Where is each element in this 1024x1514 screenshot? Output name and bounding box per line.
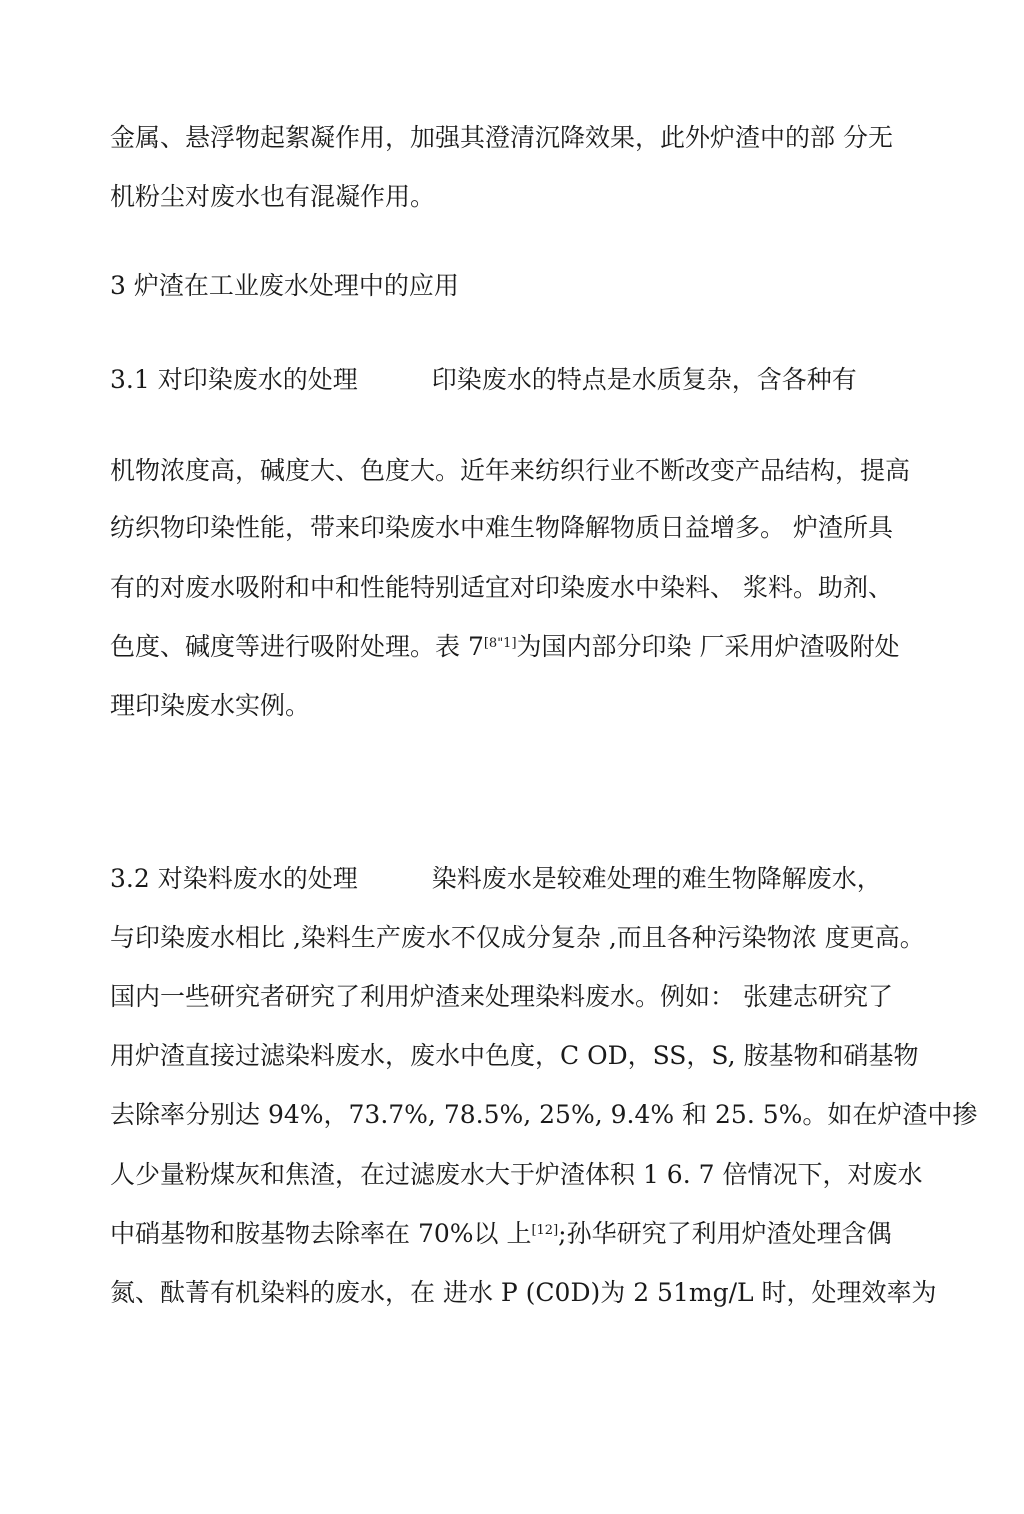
subsection-3-2-lead: 染料废水是较难处理的难生物降解废水， — [431, 864, 882, 893]
para-3-1-line-1: 机物浓度高，碱度大、色度大。近年来纺织行业不断改变产品结构，提高 — [110, 456, 911, 485]
para-3-2-line-4: 去除率分别达 94%，73.7%, 78.5%, 25%, 9.4% 和 25. 5%。如在炉渣中掺 — [110, 1100, 978, 1129]
subsection-3-1-line — [110, 364, 857, 396]
intro-line-2: 机粉尘对废水也有混凝作用。 — [110, 182, 436, 211]
para-3-2-line-1: 与印染废水相比 ,染料生产废水不仅成分复杂 ,而且各种污染物浓 度更高。 — [110, 923, 925, 952]
para-3-1-line-3: 有的对废水吸附和中和性能特别适宜对印染废水中染料、 浆料。助剂、 — [110, 573, 893, 602]
para-3-2-line-6-rest: ;孙华研究了利用炉渣处理含偶 — [558, 1219, 892, 1248]
para-3-1-line-4 — [110, 631, 899, 663]
para-3-1-line-5: 理印染废水实例。 — [110, 691, 311, 720]
para-3-2-line-6-text: 中硝基物和胺基物去除率在 70%以 上 — [110, 1219, 532, 1248]
para-3-1-line-4-rest: 为国内部分印染 厂采用炉渣吸附处 — [516, 632, 900, 661]
para-3-2-line-6 — [110, 1218, 892, 1250]
citation-ref-8-11: [8"1] — [483, 636, 517, 651]
citation-ref-12: [12] — [531, 1223, 559, 1238]
section-3-heading: 3 炉渣在工业废水处理中的应用 — [110, 271, 459, 300]
para-3-2-line-3: 用炉渣直接过滤染料废水，废水中色度，C OD，SS，S, 胺基物和硝基物 — [110, 1041, 919, 1070]
subsection-3-1-lead: 印染废水的特点是水质复杂，含各种有 — [431, 365, 857, 394]
subsection-3-2-line — [110, 863, 882, 895]
subsection-3-1-heading: 3.1 对印染废水的处理 — [110, 365, 358, 394]
para-3-1-line-2: 纺织物印染性能，带来印染废水中难生物降解物质日益增多。 炉渣所具 — [110, 513, 893, 542]
para-3-2-line-2: 国内一些研究者研究了利用炉渣来处理染料废水。例如： 张建志研究了 — [110, 982, 893, 1011]
para-3-2-line-7: 氮、酞菁有机染料的废水，在 进水 P (C0D)为 2 51mg/L 时，处理效率为 — [110, 1278, 937, 1307]
para-3-1-line-4-text: 色度、碱度等进行吸附处理。表 7 — [110, 632, 484, 661]
intro-line-1: 金属、悬浮物起絮凝作用，加强其澄清沉降效果，此外炉渣中的部 分无 — [110, 123, 893, 152]
subsection-3-2-heading: 3.2 对染料废水的处理 — [110, 864, 358, 893]
para-3-2-line-5: 人少量粉煤灰和焦渣，在过滤废水大于炉渣体积 1 6. 7 倍情况下，对废水 — [110, 1160, 923, 1189]
